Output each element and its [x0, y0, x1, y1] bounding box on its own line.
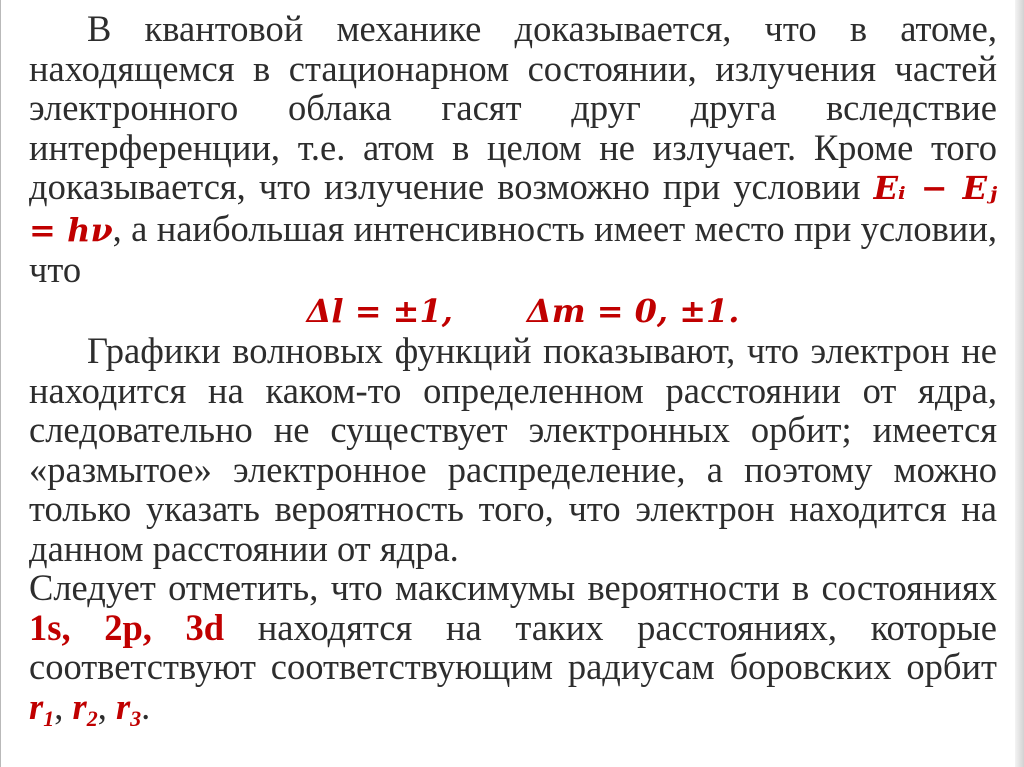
paragraph1-text-after: , а наибольшая интенсивность имеет место при условии, что [29, 207, 997, 290]
radius-separator-1: , [54, 685, 73, 727]
paragraph1-text-before: В квантовой механике доказывается, что в атоме, находящемся в стационарном состоянии, излучения частей электронного облака гасят друг друга вследствие интерференции, т.е. атом в целом не излучает. Кроме того доказывается, что излучение возможно при условии [29, 8, 997, 207]
paragraph3-text-before: Следует отметить, что максимумы вероятности в состояниях [29, 567, 997, 608]
bohr-radius-3-symbol: r [115, 685, 131, 727]
electron-states: 1s, 2p, 3d [29, 606, 225, 648]
paragraph3-text-middle: находятся на таких расстояниях, которые соответствуют соответствующим радиусам боровских орбит [29, 606, 997, 687]
slide-body [29, 9, 997, 738]
selection-rules-formula [29, 290, 997, 332]
paragraph-quantum-radiation [29, 9, 997, 290]
selection-rule-m: Δm = 0, ±1. [526, 291, 740, 330]
bohr-radius-1 [29, 685, 55, 731]
energy-condition-formula: Eᵢ − Eⱼ = hν [29, 169, 998, 249]
bohr-radius-1-symbol: r [29, 685, 44, 727]
slide-left-edge [0, 0, 1, 767]
bohr-radius-2-symbol: r [72, 685, 87, 727]
bohr-radius-3-index: 3 [130, 705, 142, 731]
bohr-radius-3 [115, 685, 142, 731]
selection-rule-l: Δl = ±1, [306, 291, 453, 330]
paragraph-probability-maxima [29, 568, 997, 738]
bohr-radius-2-index: 2 [86, 705, 98, 731]
radius-separator-2: , [97, 685, 116, 727]
paragraph3-end: . [141, 685, 151, 727]
paragraph-wave-functions: Графики волновых функций показывают, что электрон не находится на каком-то определенном расстоянии от ядра, следовательно не существует электронных орбит; имеется «размытое» электронное распределение, а поэтому можно только указать вероятность того, что электрон находится на данном расстоянии от ядра. [29, 330, 997, 569]
bohr-radius-1-index: 1 [43, 705, 55, 731]
slide-right-edge [1015, 0, 1024, 767]
bohr-radius-2 [72, 685, 98, 731]
